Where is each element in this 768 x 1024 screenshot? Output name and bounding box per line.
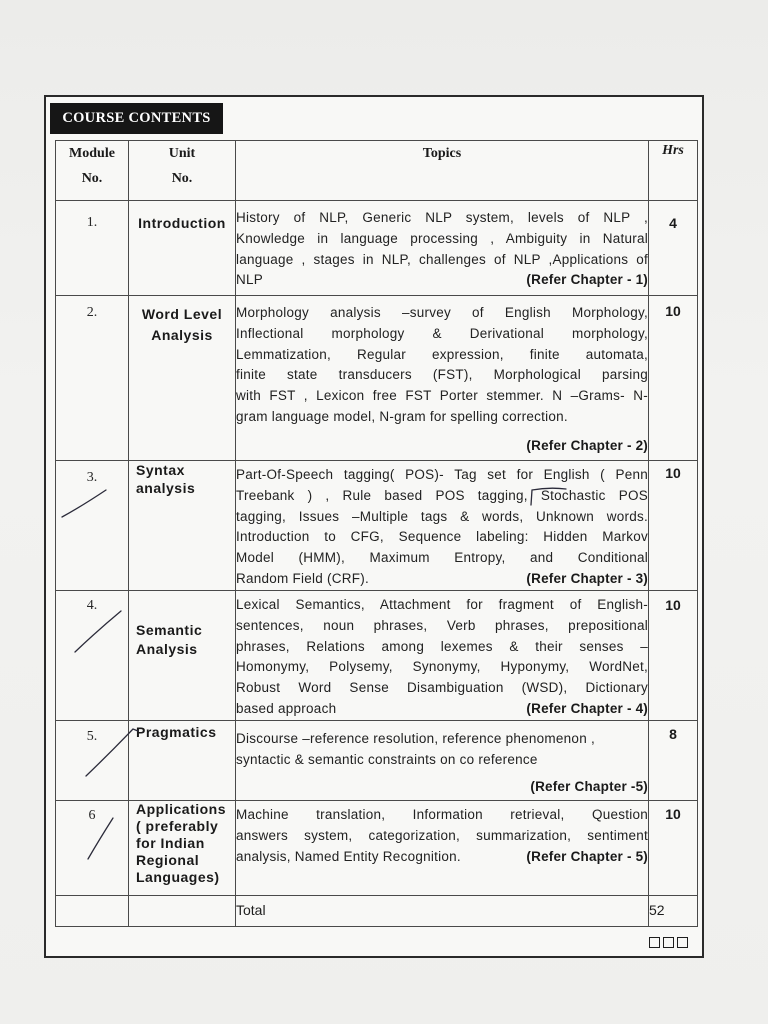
- column-header-unit: [129, 141, 236, 201]
- table-row: [56, 461, 698, 591]
- topic-last-line: [236, 847, 648, 868]
- topics-cell: [236, 461, 649, 591]
- unit-cell: [129, 721, 236, 801]
- module-number: 2.: [86, 305, 98, 320]
- module-cell: [56, 296, 129, 461]
- module-number: 5.: [86, 729, 98, 744]
- unit-name-wrap: [129, 621, 235, 659]
- course-contents-table: [55, 140, 698, 927]
- topic-line: Introduction to CFG, Sequence labeling: Hidden Markov: [236, 529, 648, 545]
- column-header-unit-label: Unit: [168, 146, 196, 161]
- module-cell: [56, 721, 129, 801]
- unit-name: Syntax analysis: [136, 462, 196, 496]
- hours-value: 10: [665, 806, 681, 822]
- topic-line: NLP: [236, 272, 264, 288]
- hours-cell: [649, 721, 698, 801]
- column-header-module-label: Module: [69, 146, 115, 161]
- topics-cell: [236, 296, 649, 461]
- table-row: [56, 201, 698, 296]
- hours-cell: [649, 591, 698, 721]
- module-number: 1.: [86, 215, 98, 230]
- topic-line: syntactic & semantic constraints on co reference: [236, 751, 538, 767]
- topic-last-line: [236, 699, 648, 720]
- unit-cell: [129, 591, 236, 721]
- topics-cell: [236, 591, 649, 721]
- topic-line: gram language model, N-gram for spelling correction.: [236, 408, 568, 424]
- module-cell: [56, 461, 129, 591]
- topic-line: Part-Of-Speech tagging( POS)- Tag set for English ( Penn: [236, 467, 648, 482]
- topic-line: with FST , Lexicon free FST Porter stemmer. N –Grams- N-: [236, 388, 648, 404]
- column-header-unit-no: No.: [171, 171, 193, 186]
- topic-line: analysis, Named Entity Recognition.: [236, 848, 461, 864]
- topic-line: Homonymy, Polysemy, Synonymy, Hyponymy, WordNet,: [236, 659, 648, 675]
- column-header-module-no: No.: [81, 171, 103, 186]
- hours-value: 10: [665, 597, 681, 613]
- topic-line: Model (HMM), Maximum Entropy, and Conditional: [236, 550, 648, 566]
- topic-line: based approach: [236, 700, 337, 716]
- topic-line: language , stages in NLP, challenges of NLP ,Applications of: [236, 251, 648, 267]
- refer-chapter: (Refer Chapter - 5): [526, 848, 648, 864]
- unit-cell: [129, 201, 236, 296]
- total-label: Total: [236, 896, 649, 927]
- topic-line: Knowledge in language processing , Ambiguity in Natural: [236, 230, 648, 246]
- hours-cell: [649, 801, 698, 896]
- column-header-topics-label: Topics: [422, 146, 462, 161]
- empty-cell: [56, 896, 129, 927]
- unit-name: Applications ( preferably for Indian Regional Languages): [136, 801, 227, 885]
- table-row: [56, 591, 698, 721]
- unit-cell: [129, 801, 236, 896]
- empty-cell: [129, 896, 236, 927]
- topics-cell: [236, 801, 649, 896]
- module-number: 3.: [86, 470, 98, 485]
- topic-line: answers system, categorization, summarization, sentiment: [236, 827, 648, 843]
- column-header-hrs-label: Hrs: [662, 143, 684, 158]
- unit-name-wrap: [129, 461, 235, 497]
- refer-line: [236, 777, 648, 798]
- column-header-hrs: [649, 141, 698, 201]
- total-row: [56, 896, 698, 927]
- unit-name-wrap: [129, 801, 235, 886]
- section-heading: COURSE CONTENTS: [50, 103, 223, 134]
- refer-line: [236, 436, 648, 457]
- topics-cell: [236, 201, 649, 296]
- module-number: 6: [88, 808, 96, 823]
- unit-name-wrap: [129, 722, 235, 742]
- unit-name: Introduction: [138, 215, 226, 231]
- refer-chapter: (Refer Chapter - 2): [526, 437, 648, 453]
- column-header-module: [56, 141, 129, 201]
- hours-value: 10: [665, 303, 681, 319]
- topic-line: finite state transducers (FST), Morphological parsing: [236, 367, 648, 383]
- total-hours: 52: [649, 896, 698, 927]
- hours-cell: [649, 201, 698, 296]
- topic-line: Inflectional morphology & Derivational morphology,: [236, 325, 648, 341]
- square-icon: [663, 937, 674, 948]
- refer-chapter: (Refer Chapter -5): [530, 778, 648, 794]
- table-header-row: [56, 141, 698, 201]
- topic-line: tagging, Issues –Multiple tags & words, Unknown words.: [236, 508, 648, 524]
- hours-cell: [649, 296, 698, 461]
- square-icon: [649, 937, 660, 948]
- topic-line: Machine translation, Information retrieval, Question: [236, 807, 648, 822]
- three-squares-icon: [649, 937, 688, 948]
- topic-last-line: [236, 270, 648, 291]
- refer-chapter: (Refer Chapter - 3): [526, 570, 648, 586]
- unit-cell: [129, 296, 236, 461]
- module-number: 4.: [86, 598, 98, 613]
- square-icon: [677, 937, 688, 948]
- hours-value: 8: [669, 726, 677, 742]
- topic-line: Robust Word Sense Disambiguation (WSD), Dictionary: [236, 680, 648, 696]
- refer-chapter: (Refer Chapter - 1): [526, 272, 648, 288]
- table-row: [56, 721, 698, 801]
- unit-name: Semantic Analysis: [136, 622, 203, 657]
- refer-chapter: (Refer Chapter - 4): [526, 700, 648, 716]
- unit-cell: [129, 461, 236, 591]
- topic-line: Random Field (CRF).: [236, 570, 370, 586]
- topics-cell: [236, 721, 649, 801]
- module-cell: [56, 201, 129, 296]
- hours-cell: [649, 461, 698, 591]
- topic-line: Discourse –reference resolution, reference phenomenon ,: [236, 731, 595, 746]
- unit-name: Word Level Analysis: [141, 306, 223, 343]
- hours-value: 4: [669, 215, 677, 231]
- topic-line: sentences, noun phrases, Verb phrases, prepositional: [236, 617, 648, 633]
- column-header-topics: [236, 141, 649, 201]
- unit-name: Pragmatics: [136, 724, 217, 740]
- table-row: [56, 801, 698, 896]
- topic-line: Morphology analysis –survey of English Morphology,: [236, 305, 648, 320]
- topic-line: History of NLP, Generic NLP system, levels of NLP ,: [236, 210, 648, 225]
- module-cell: [56, 801, 129, 896]
- topic-last-line: [236, 569, 648, 590]
- topic-line: Lemmatization, Regular expression, finite automata,: [236, 346, 648, 362]
- hours-value: 10: [665, 465, 681, 481]
- table-row: [56, 296, 698, 461]
- topic-line: Treebank ) , Rule based POS tagging, Stochastic POS: [236, 487, 648, 503]
- topic-line: phrases, Relations among lexemes & their senses –: [236, 638, 648, 654]
- topic-line: Lexical Semantics, Attachment for fragment of English-: [236, 597, 648, 612]
- module-cell: [56, 591, 129, 721]
